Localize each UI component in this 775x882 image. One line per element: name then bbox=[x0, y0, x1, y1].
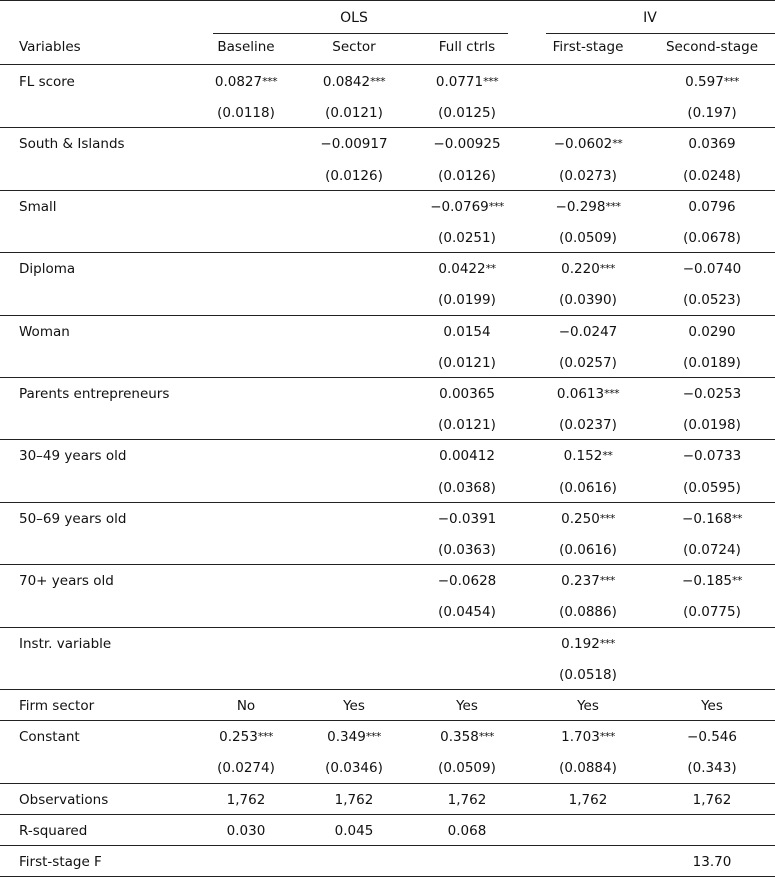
significance-stars: *** bbox=[483, 75, 499, 88]
table-cell bbox=[556, 199, 621, 215]
significance-stars: *** bbox=[370, 75, 386, 88]
cell-value: (0.0523) bbox=[683, 292, 741, 309]
cell-value: (0.0126) bbox=[438, 167, 496, 184]
row-separator bbox=[0, 720, 775, 721]
cell-value: Yes bbox=[456, 698, 478, 714]
row-label: Instr. variable bbox=[19, 635, 112, 652]
table-cell bbox=[682, 511, 742, 527]
table-cell bbox=[557, 386, 619, 402]
row-separator bbox=[0, 814, 775, 815]
table-cell bbox=[683, 386, 742, 402]
table-cell bbox=[559, 480, 617, 496]
significance-stars: ** bbox=[731, 574, 742, 588]
table-cell bbox=[559, 168, 617, 184]
cell-value: 0.0290 bbox=[688, 323, 736, 340]
cell-value: −0.0740 bbox=[682, 261, 742, 278]
cell-value: (0.0274) bbox=[217, 760, 275, 777]
significance-stars: *** bbox=[723, 75, 739, 88]
table-cell bbox=[438, 511, 497, 527]
iv-span-rule bbox=[546, 33, 775, 34]
table-cell bbox=[687, 729, 737, 745]
cell-value: 0.250 bbox=[561, 510, 600, 527]
table-cell bbox=[693, 792, 732, 808]
cell-value: −0.168 bbox=[682, 510, 732, 527]
significance-stars: *** bbox=[488, 199, 504, 213]
row-separator bbox=[0, 876, 775, 877]
cell-value: (0.343) bbox=[687, 760, 737, 777]
significance-stars: ** bbox=[485, 262, 496, 276]
table-cell bbox=[701, 698, 723, 714]
row-label: Small bbox=[19, 198, 57, 215]
table-cell bbox=[217, 760, 275, 776]
column-header-full-ctrls: Full ctrls bbox=[438, 39, 496, 55]
cell-value: (0.0251) bbox=[438, 230, 496, 246]
cell-value: −0.0247 bbox=[558, 323, 618, 340]
table-cell bbox=[438, 168, 496, 184]
cell-value: (0.0121) bbox=[438, 417, 496, 434]
table-cell bbox=[561, 511, 615, 527]
table-cell bbox=[439, 386, 495, 402]
table-cell bbox=[554, 136, 623, 152]
table-cell bbox=[227, 792, 266, 808]
cell-value: Yes bbox=[701, 698, 723, 714]
table-cell bbox=[323, 74, 385, 90]
cell-value: −0.546 bbox=[687, 729, 737, 746]
cell-value: 1,762 bbox=[334, 791, 374, 808]
cell-value: 1.703 bbox=[561, 729, 600, 746]
table-cell bbox=[430, 199, 504, 215]
row-label: Parents entrepreneurs bbox=[19, 386, 170, 402]
cell-value: (0.0616) bbox=[559, 542, 617, 558]
table-cell bbox=[683, 542, 741, 558]
table-cell bbox=[688, 136, 735, 152]
cell-value: 0.220 bbox=[561, 261, 600, 278]
cell-value: No bbox=[236, 698, 256, 714]
cell-value: −0.0253 bbox=[682, 386, 742, 402]
significance-stars: *** bbox=[599, 730, 615, 744]
table-cell bbox=[320, 136, 387, 152]
table-cell bbox=[438, 604, 496, 620]
cell-value: (0.0125) bbox=[438, 105, 496, 122]
row-separator bbox=[0, 845, 775, 846]
row-label: Constant bbox=[19, 729, 80, 746]
table-cell bbox=[443, 324, 490, 340]
cell-value: (0.0121) bbox=[325, 105, 383, 122]
row-separator bbox=[0, 127, 775, 128]
significance-stars: *** bbox=[599, 636, 615, 650]
table-cell bbox=[683, 604, 741, 620]
cell-value: 0.349 bbox=[327, 729, 366, 746]
table-cell bbox=[685, 74, 739, 90]
table-cell bbox=[559, 230, 617, 246]
cell-value: −0.0628 bbox=[437, 573, 497, 590]
cell-value: (0.0189) bbox=[683, 354, 741, 371]
cell-value: 1,762 bbox=[568, 791, 608, 808]
significance-stars: ** bbox=[612, 137, 623, 151]
table-cell bbox=[561, 636, 615, 652]
table-cell bbox=[219, 729, 273, 745]
row-separator bbox=[0, 502, 775, 503]
significance-stars: *** bbox=[599, 262, 615, 276]
table-cell bbox=[683, 417, 741, 433]
row-label: First-stage F bbox=[19, 854, 102, 870]
cell-value: (0.0595) bbox=[683, 479, 741, 496]
table-cell bbox=[343, 698, 365, 714]
cell-value: (0.0118) bbox=[217, 105, 275, 122]
row-label: Diploma bbox=[19, 261, 76, 278]
cell-value: (0.197) bbox=[687, 105, 737, 122]
table-cell bbox=[448, 792, 487, 808]
cell-value: (0.0237) bbox=[559, 417, 617, 434]
row-label: South & Islands bbox=[19, 136, 125, 153]
table-cell bbox=[683, 292, 741, 308]
cell-value: Yes bbox=[343, 698, 365, 714]
table-cell bbox=[559, 667, 617, 683]
table-cell bbox=[688, 199, 735, 215]
row-separator bbox=[0, 190, 775, 191]
cell-value: 1,762 bbox=[447, 791, 487, 808]
table-cell bbox=[215, 74, 277, 90]
cell-value: 1,762 bbox=[226, 791, 266, 808]
cell-value: (0.0518) bbox=[559, 666, 617, 683]
cell-value: −0.0391 bbox=[437, 510, 497, 527]
table-cell bbox=[683, 448, 742, 464]
table-cell bbox=[683, 480, 741, 496]
ols-span-rule bbox=[213, 33, 508, 34]
column-header-sector: Sector bbox=[332, 39, 376, 55]
cell-value: −0.00917 bbox=[320, 136, 388, 153]
table-cell bbox=[448, 823, 487, 839]
top-rule bbox=[0, 0, 775, 1]
table-cell bbox=[559, 355, 617, 371]
table-cell bbox=[564, 448, 613, 464]
cell-value: (0.0509) bbox=[438, 760, 496, 777]
table-cell bbox=[683, 355, 741, 371]
significance-stars: *** bbox=[599, 511, 615, 525]
table-cell bbox=[569, 792, 608, 808]
significance-stars: *** bbox=[599, 574, 615, 588]
significance-stars: *** bbox=[605, 199, 621, 213]
cell-value: 0.237 bbox=[561, 573, 600, 590]
table-cell bbox=[561, 573, 615, 589]
cell-value: (0.0454) bbox=[438, 604, 496, 621]
table-cell bbox=[438, 292, 496, 308]
cell-value: (0.0199) bbox=[438, 292, 496, 309]
row-label: Firm sector bbox=[19, 698, 95, 714]
cell-value: −0.185 bbox=[682, 573, 732, 590]
cell-value: Yes bbox=[577, 698, 599, 714]
cell-value: (0.0121) bbox=[438, 354, 496, 371]
row-label: 50–69 years old bbox=[19, 510, 127, 527]
row-label: Observations bbox=[19, 791, 109, 808]
table-cell bbox=[217, 105, 275, 121]
table-cell bbox=[687, 105, 736, 121]
row-label: R-squared bbox=[19, 822, 88, 839]
table-cell bbox=[227, 823, 266, 839]
row-label: 30–49 years old bbox=[19, 448, 127, 465]
cell-value: 0.0369 bbox=[688, 136, 736, 153]
table-cell bbox=[325, 168, 383, 184]
cell-value: 0.358 bbox=[440, 729, 479, 746]
table-cell bbox=[438, 355, 496, 371]
cell-value: (0.0724) bbox=[683, 542, 741, 558]
row-separator bbox=[0, 377, 775, 378]
cell-value: 0.0613 bbox=[556, 386, 605, 402]
cell-value: (0.0886) bbox=[559, 604, 617, 621]
cell-value: 0.597 bbox=[685, 74, 724, 90]
table-cell bbox=[456, 698, 478, 714]
significance-stars: ** bbox=[731, 511, 742, 525]
cell-value: (0.0363) bbox=[438, 542, 496, 558]
row-label: 70+ years old bbox=[19, 573, 114, 590]
row-separator bbox=[0, 627, 775, 628]
table-cell bbox=[325, 105, 383, 121]
table-cell bbox=[559, 542, 617, 558]
cell-value: 0.030 bbox=[226, 822, 266, 839]
row-separator bbox=[0, 439, 775, 440]
table-cell bbox=[559, 760, 617, 776]
header-bottom-rule bbox=[0, 64, 775, 65]
cell-value: (0.0273) bbox=[559, 167, 617, 184]
cell-value: 0.0154 bbox=[443, 323, 491, 340]
table-cell bbox=[683, 168, 741, 184]
cell-value: (0.0248) bbox=[683, 167, 741, 184]
column-header-first-stage: First-stage bbox=[552, 39, 624, 55]
column-header-baseline: Baseline bbox=[217, 39, 275, 55]
cell-value: −0.0602 bbox=[553, 136, 613, 153]
row-label: FL score bbox=[19, 74, 75, 90]
cell-value: −0.0733 bbox=[682, 448, 742, 465]
table-cell bbox=[559, 604, 617, 620]
row-separator bbox=[0, 315, 775, 316]
cell-value: 0.0827 bbox=[214, 74, 263, 90]
row-separator bbox=[0, 689, 775, 690]
table-cell bbox=[683, 261, 742, 277]
table-cell bbox=[335, 792, 374, 808]
table-cell bbox=[325, 760, 383, 776]
significance-stars: ** bbox=[602, 449, 613, 463]
table-cell bbox=[327, 729, 381, 745]
table-cell bbox=[438, 760, 496, 776]
cell-value: 0.0422 bbox=[438, 261, 486, 278]
column-header-variables: Variables bbox=[19, 39, 81, 55]
cell-value: −0.0769 bbox=[430, 198, 489, 215]
table-cell bbox=[559, 292, 617, 308]
table-cell bbox=[559, 324, 618, 340]
cell-value: −0.00925 bbox=[433, 136, 501, 153]
table-cell bbox=[561, 261, 615, 277]
table-cell bbox=[237, 698, 255, 714]
cell-value: (0.0257) bbox=[559, 354, 617, 371]
table-cell bbox=[693, 854, 732, 870]
table-cell bbox=[433, 136, 500, 152]
cell-value: 0.00412 bbox=[439, 448, 495, 465]
cell-value: (0.0368) bbox=[438, 479, 496, 496]
cell-value: (0.0346) bbox=[325, 760, 383, 777]
cell-value: 0.253 bbox=[219, 729, 258, 746]
column-header-second-stage: Second-stage bbox=[665, 39, 759, 55]
significance-stars: *** bbox=[365, 730, 381, 744]
cell-value: 0.0796 bbox=[688, 198, 736, 215]
table-cell bbox=[438, 573, 497, 589]
table-cell bbox=[335, 823, 374, 839]
cell-value: (0.0390) bbox=[559, 292, 617, 309]
cell-value: (0.0678) bbox=[683, 230, 741, 246]
group-header-ols: OLS bbox=[340, 10, 368, 26]
row-separator bbox=[0, 783, 775, 784]
cell-value: 0.068 bbox=[447, 822, 487, 839]
table-cell bbox=[683, 230, 741, 246]
cell-value: (0.0126) bbox=[325, 167, 383, 184]
table-cell bbox=[438, 230, 496, 246]
cell-value: 0.0771 bbox=[435, 74, 484, 90]
table-cell bbox=[559, 417, 617, 433]
table-cell bbox=[438, 261, 495, 277]
table-cell bbox=[687, 760, 736, 776]
table-cell bbox=[682, 573, 742, 589]
table-cell bbox=[561, 729, 615, 745]
cell-value: (0.0775) bbox=[683, 604, 741, 621]
row-separator bbox=[0, 252, 775, 253]
table-cell bbox=[436, 74, 498, 90]
cell-value: 0.0842 bbox=[322, 74, 371, 90]
cell-value: (0.0884) bbox=[559, 760, 617, 777]
significance-stars: *** bbox=[604, 387, 620, 400]
table-cell bbox=[438, 542, 496, 558]
cell-value: 1,762 bbox=[692, 791, 732, 808]
cell-value: (0.0616) bbox=[559, 479, 617, 496]
table-cell bbox=[438, 480, 496, 496]
table-cell bbox=[438, 417, 496, 433]
table-cell bbox=[440, 729, 494, 745]
cell-value: (0.0198) bbox=[683, 417, 741, 434]
cell-value: 0.192 bbox=[561, 635, 600, 652]
table-cell bbox=[438, 105, 496, 121]
cell-value: −0.298 bbox=[555, 198, 606, 215]
cell-value: 0.152 bbox=[563, 448, 603, 465]
significance-stars: *** bbox=[257, 730, 273, 744]
cell-value: 0.045 bbox=[334, 822, 374, 839]
table-cell bbox=[577, 698, 599, 714]
cell-value: 13.70 bbox=[692, 854, 732, 870]
table-cell bbox=[439, 448, 495, 464]
significance-stars: *** bbox=[262, 75, 278, 88]
table-cell bbox=[688, 324, 735, 340]
significance-stars: *** bbox=[478, 730, 494, 744]
row-label: Woman bbox=[19, 323, 70, 340]
group-header-iv: IV bbox=[643, 10, 657, 26]
row-separator bbox=[0, 564, 775, 565]
cell-value: 0.00365 bbox=[439, 386, 495, 402]
cell-value: (0.0509) bbox=[559, 230, 617, 246]
